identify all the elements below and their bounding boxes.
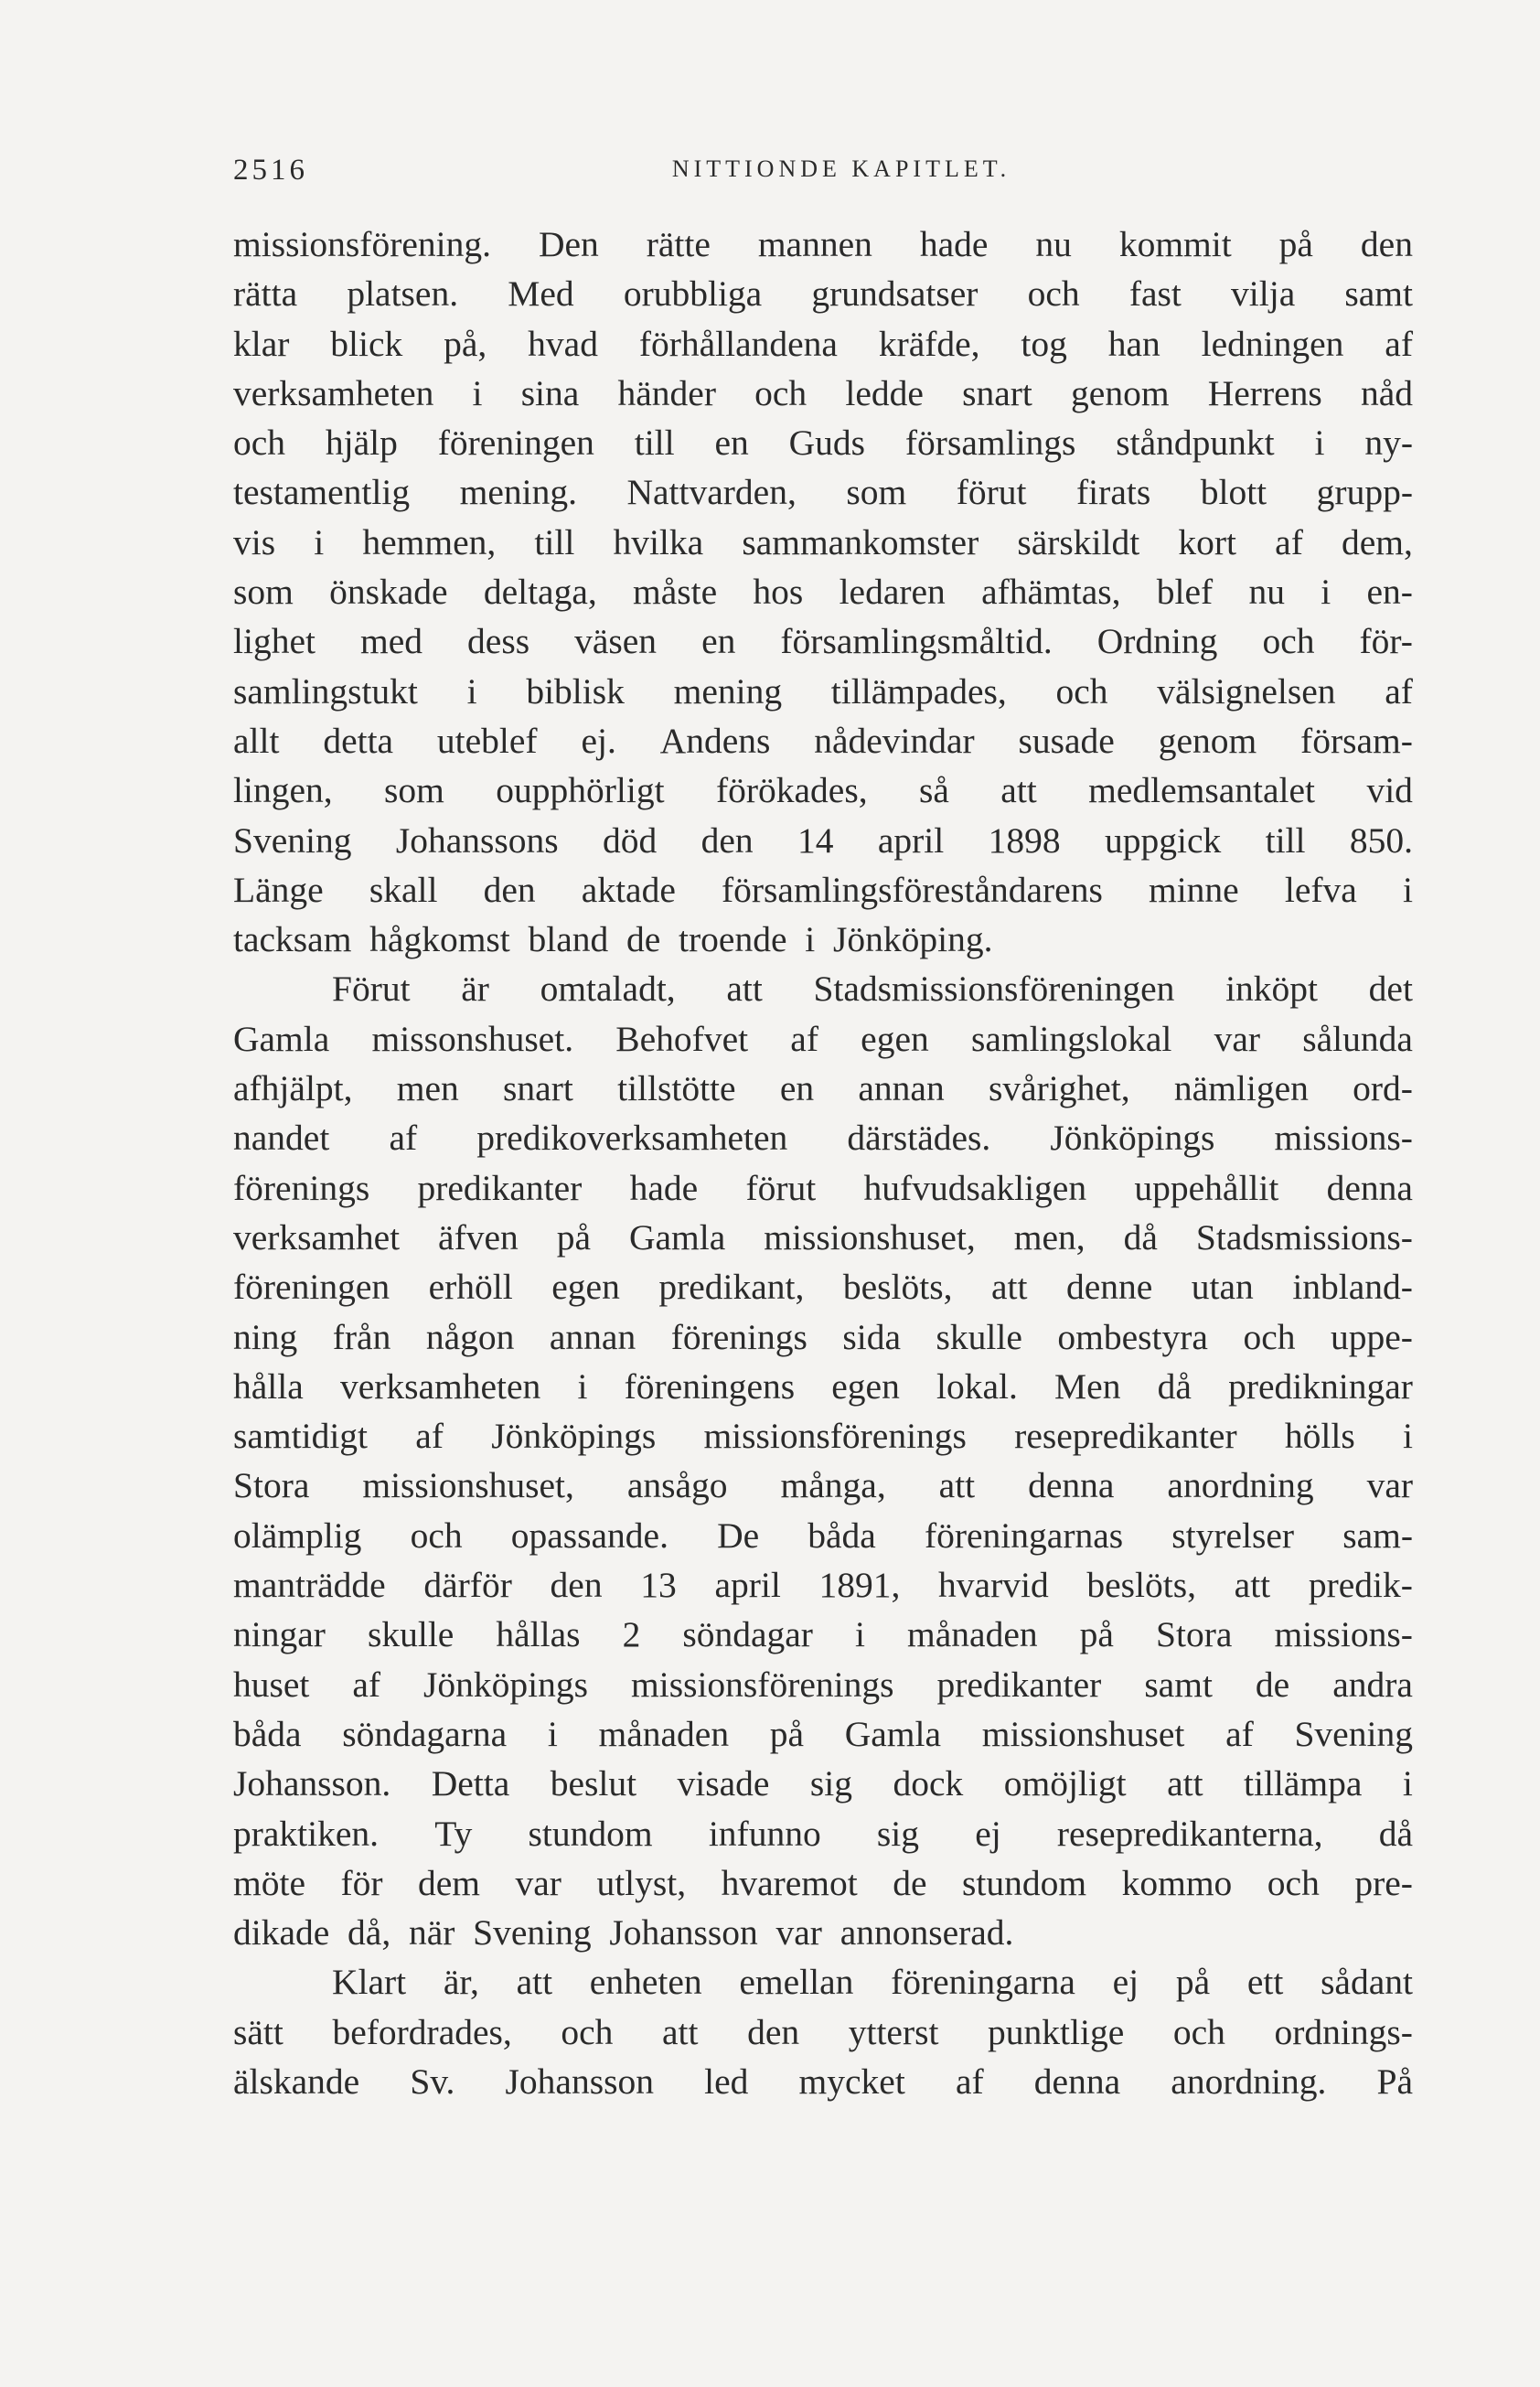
text-line: olämplig och opassande. De båda föreningarnas styrelser sam-: [233, 1515, 1413, 1556]
text-line: föreningen erhöll egen predikant, beslöts, att denne utan inbland-: [233, 1267, 1413, 1308]
page-header: [233, 154, 1413, 190]
text-line: Förut är omtaladt, att Stadsmissionsföreningen inköpt det: [332, 969, 1413, 1010]
paragraph: [233, 219, 1413, 964]
text-line: tacksam hågkomst bland de troende i Jönköping.: [233, 919, 993, 960]
text-line: lingen, som oupphörligt förökades, så att medlemsantalet vid: [233, 770, 1413, 811]
paragraph: [233, 1957, 1413, 2106]
text-line: samtidigt af Jönköpings missionsförenings resepredikanter hölls i: [233, 1416, 1413, 1457]
text-line: Gamla missonshuset. Behofvet af egen samlingslokal var sålunda: [233, 1018, 1413, 1059]
text-line: testamentlig mening. Nattvarden, som förut firats blott grupp-: [233, 472, 1413, 513]
running-head: NITTIONDE KAPITLET.: [671, 155, 1011, 182]
text-line: båda söndagarna i månaden på Gamla missionshuset af Svening: [233, 1713, 1413, 1754]
text-line: ningar skulle hållas 2 söndagar i månaden på Stora missions-: [233, 1614, 1413, 1655]
text-line: förenings predikanter hade förut hufvudsakligen uppehållit denna: [233, 1167, 1413, 1208]
text-line: Svening Johanssons död den 14 april 1898 uppgick till 850.: [233, 819, 1413, 861]
text-line: missionsförening. Den rätte mannen hade nu kommit på den: [233, 224, 1413, 264]
text-line: allt detta uteblef ej. Andens nådevindar susade genom försam-: [233, 720, 1413, 761]
paragraph: [233, 964, 1413, 1957]
text-line: dikade då, när Svening Johansson var annonserad.: [233, 1912, 1014, 1953]
text-line: Länge skall den aktade församlingsföreståndarens minne lefva i: [233, 869, 1413, 910]
text-line: älskande Sv. Johansson led mycket af denna anordning. På: [233, 2061, 1413, 2102]
text-line: nandet af predikoverksamheten därstädes. Jönköpings missions-: [233, 1118, 1413, 1159]
text-line: ning från någon annan förenings sida skulle ombestyra och uppe-: [233, 1316, 1413, 1357]
text-line: klar blick på, hvad förhållandena kräfde, tog han ledningen af: [233, 323, 1413, 364]
text-line: samlingstukt i biblisk mening tillämpades, och välsignelsen af: [233, 670, 1413, 712]
text-line: Stora missionshuset, ansågo många, att denna anordning var: [233, 1465, 1413, 1506]
text-line: verksamheten i sina händer och ledde snart genom Herrens nåd: [233, 372, 1413, 413]
text-line: rätta platsen. Med orubbliga grundsatser och fast vilja samt: [233, 273, 1413, 315]
text-line: som önskade deltaga, måste hos ledaren afhämtas, blef nu i en-: [233, 572, 1413, 613]
page-number: 2516: [233, 154, 308, 187]
text-line: verksamhet äfven på Gamla missionshuset, men, då Stadsmissions-: [233, 1216, 1413, 1258]
text-line: Johansson. Detta beslut visade sig dock omöjligt att tillämpa i: [233, 1763, 1413, 1804]
text-line: och hjälp föreningen till en Guds församlings ståndpunkt i ny-: [233, 423, 1413, 464]
text-line: sätt befordrades, och att den ytterst punktlige och ordnings-: [233, 2011, 1413, 2052]
text-line: Klart är, att enheten emellan föreningarna ej på ett sådant: [332, 1962, 1413, 2003]
text-line: lighet med dess väsen en församlingsmåltid. Ordning och för-: [233, 621, 1413, 662]
text-line: hålla verksamheten i föreningens egen lokal. Men då predikningar: [233, 1365, 1413, 1407]
text-line: vis i hemmen, till hvilka sammankomster särskildt kort af dem,: [233, 521, 1413, 562]
body-text: [233, 219, 1413, 2106]
text-line: manträdde därför den 13 april 1891, hvarvid beslöts, att predik-: [233, 1565, 1413, 1606]
text-line: afhjälpt, men snart tillstötte en annan svårighet, nämligen ord-: [233, 1068, 1413, 1109]
text-line: huset af Jönköpings missionsförenings predikanter samt de andra: [233, 1664, 1413, 1705]
text-line: möte för dem var utlyst, hvaremot de stundom kommo och pre-: [233, 1862, 1413, 1903]
text-line: praktiken. Ty stundom infunno sig ej resepredikanterna, då: [233, 1813, 1413, 1854]
